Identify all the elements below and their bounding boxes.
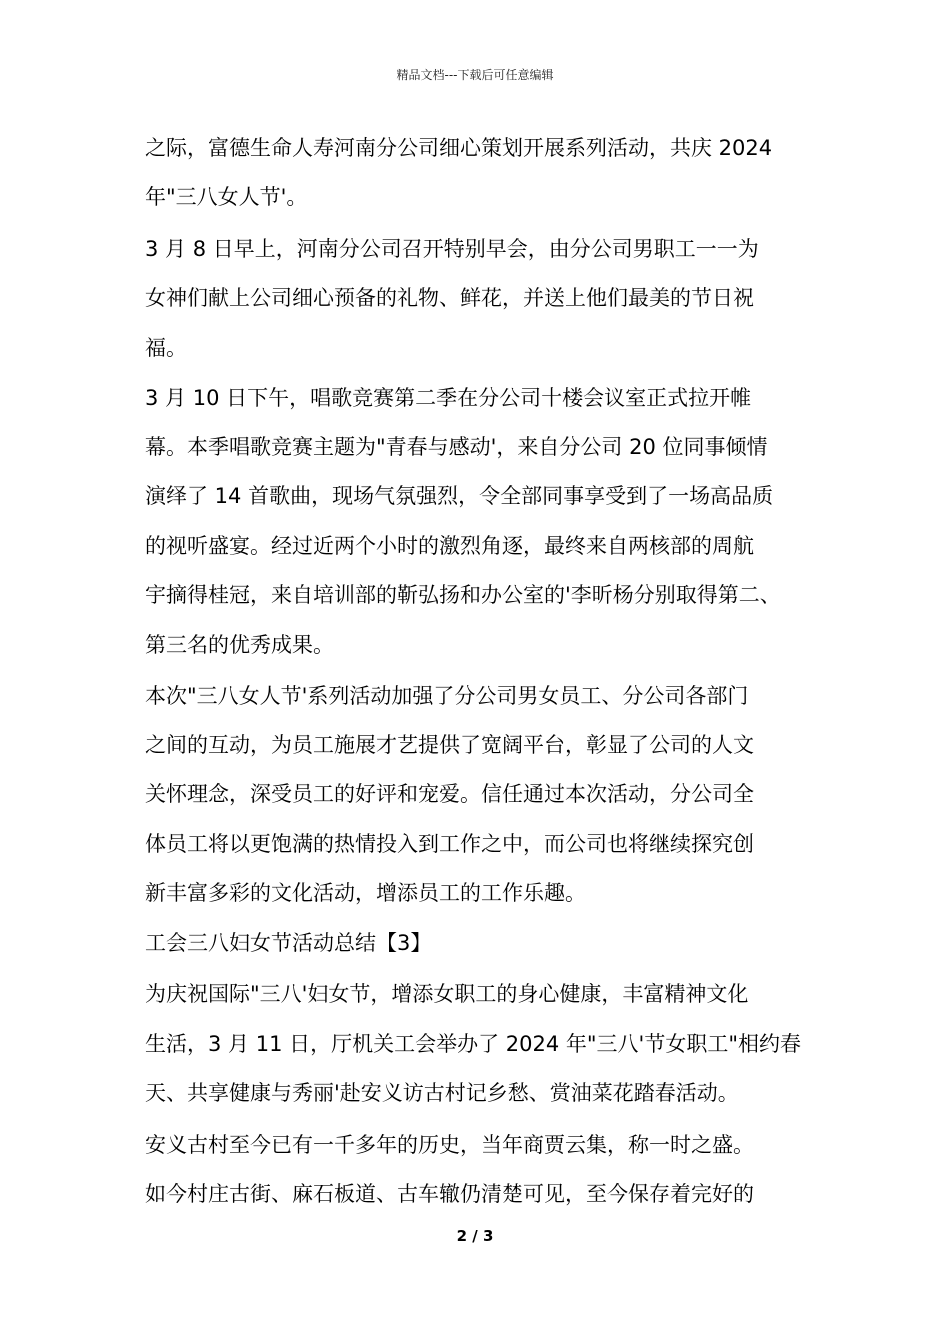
page-number: 2 / 3 [456, 1227, 494, 1245]
text-line: 3 月 10 日下午，唱歌竞赛第二季在分公司十楼会议室正式拉开帷 [145, 386, 752, 410]
text-line: 天、共享健康与秀丽'赴安义访古村记乡愁、赏油菜花踏春活动。 [145, 1081, 739, 1105]
text-line: 女神们献上公司细心预备的礼物、鲜花，并送上他们最美的节日祝 [145, 286, 754, 310]
text-line: 福。 [145, 336, 187, 360]
text-line: 第三名的优秀成果。 [145, 633, 334, 657]
text-line: 年"三八女人节'。 [145, 185, 308, 209]
text-line: 的视听盛宴。经过近两个小时的激烈角逐，最终来自两核部的周航 [145, 534, 754, 558]
text-line: 关怀理念，深受员工的好评和宠爱。信任通过本次活动，分公司全 [145, 782, 754, 806]
text-line: 安义古村至今已有一千多年的历史，当年商贾云集，称一时之盛。 [145, 1133, 754, 1157]
text-line: 为庆祝国际"三八'妇女节，增添女职工的身心健康，丰富精神文化 [145, 982, 749, 1006]
text-line: 之间的互动，为员工施展才艺提供了宽阔平台，彰显了公司的人文 [145, 733, 754, 757]
text-line: 本次"三八女人节'系列活动加强了分公司男女员工、分公司各部门 [145, 684, 749, 708]
section-heading: 工会三八妇女节活动总结【3】 [145, 931, 432, 955]
page-header: 精品文档---下载后可任意编辑 [396, 68, 554, 82]
text-line: 生活，3 月 11 日，厅机关工会举办了 2024 年"三八'节女职工"相约春 [145, 1032, 801, 1056]
text-line: 幕。本季唱歌竞赛主题为"青春与感动'，来自分公司 20 位同事倾情 [145, 435, 768, 459]
text-line: 之际，富德生命人寿河南分公司细心策划开展系列活动，共庆 2024 [145, 136, 773, 160]
text-line: 宇摘得桂冠，来自培训部的靳弘扬和办公室的'李昕杨分别取得第二、 [145, 583, 781, 607]
text-line: 3 月 8 日早上，河南分公司召开特别早会，由分公司男职工一一为 [145, 237, 759, 261]
text-line: 新丰富多彩的文化活动，增添员工的工作乐趣。 [145, 881, 586, 905]
text-line: 如今村庄古街、麻石板道、古车辙仍清楚可见，至今保存着完好的 [145, 1182, 754, 1206]
text-line: 体员工将以更饱满的热情投入到工作之中，而公司也将继续探究创 [145, 832, 754, 856]
text-line: 演绎了 14 首歌曲，现场气氛强烈，令全部同事享受到了一场高品质 [145, 484, 774, 508]
